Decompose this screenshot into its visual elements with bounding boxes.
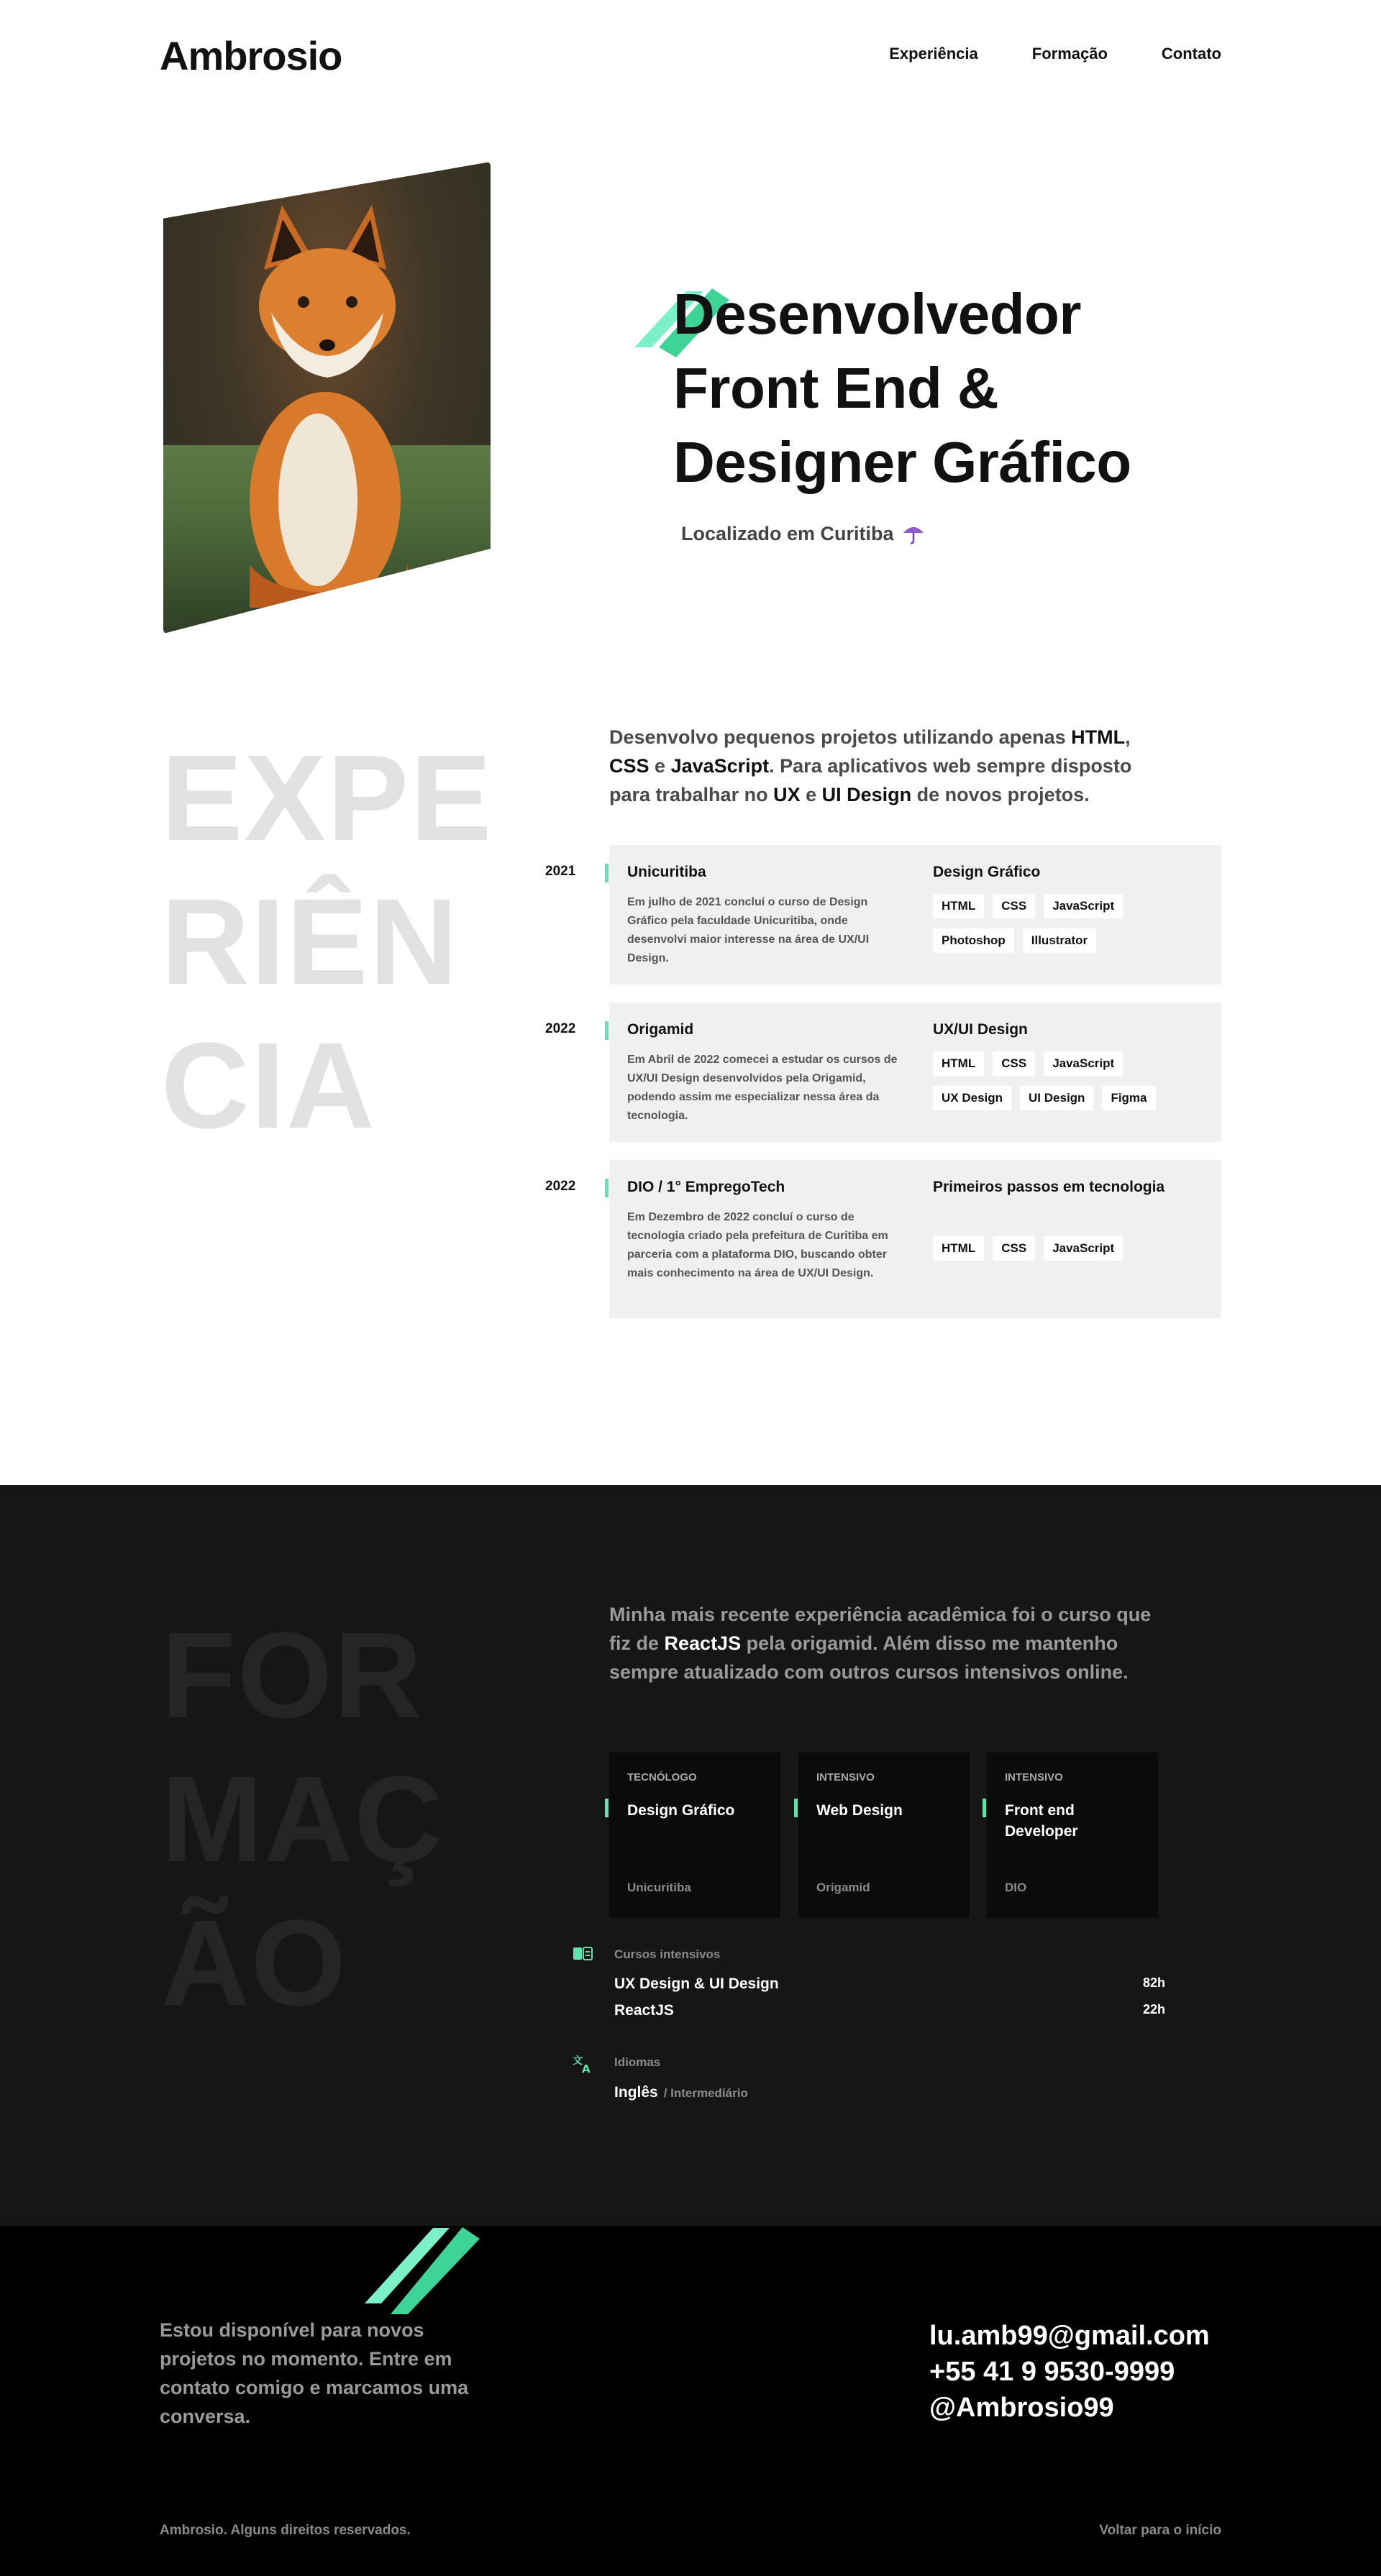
experience-item — [545, 1160, 1221, 1318]
experience-big-title-line: CIA — [161, 1018, 376, 1154]
back-to-top-link[interactable]: Voltar para o início — [1099, 2523, 1221, 2538]
tag-list — [933, 894, 1206, 953]
experience-big-title — [161, 726, 493, 1158]
tag: UX Design — [933, 1086, 1011, 1110]
contact-accent-stripes-icon — [365, 2203, 483, 2314]
contact-info — [929, 2318, 1210, 2426]
education-big-title-line: ÃO — [161, 1895, 347, 2032]
experience-title: Unicuritiba — [627, 864, 706, 880]
language-name: Inglês — [614, 2084, 658, 2101]
tag: HTML — [933, 1236, 984, 1261]
tag: HTML — [933, 894, 984, 918]
umbrella-icon — [901, 521, 926, 546]
accent-bar — [605, 1799, 609, 1817]
experience-category: Design Gráfico — [933, 864, 1041, 880]
contact-section — [0, 2226, 1381, 2576]
nav-link-formacao[interactable]: Formação — [1031, 45, 1108, 63]
accent-bar — [794, 1799, 798, 1817]
course-hours: 22h — [1142, 2002, 1165, 2017]
experience-big-title-line: EXPE — [161, 730, 493, 867]
experience-item — [545, 845, 1221, 985]
experience-description: Em julho de 2021 concluí o curso de Design Gráfico pela faculdade Unicuritiba, onde desenvolvi maior interesse na área de UX/UI Design. — [627, 896, 870, 964]
tag: Illustrator — [1023, 928, 1096, 953]
education-big-title-line: MAÇ — [161, 1751, 445, 1888]
course-name: ReactJS — [614, 2002, 674, 2019]
experience-description: Em Dezembro de 2022 concluí o curso de tecnologia criado pela prefeitura de Curitiba em parceria com a plataforma DIO, buscando obter mais conhecimento na área de UX/UI Design. — [627, 1211, 888, 1279]
education-card-institution: DIO — [1005, 1881, 1027, 1894]
hero-fox-image — [163, 162, 491, 634]
tag: UI Design — [1020, 1086, 1093, 1110]
language-level: / Intermediário — [663, 2086, 748, 2100]
tag: HTML — [933, 1051, 984, 1076]
hero-title — [673, 277, 1131, 499]
education-card-title: Front end Developer — [1005, 1802, 1078, 1840]
hero-title-line-3: Designer Gráfico — [673, 430, 1131, 494]
education-card — [609, 1753, 780, 1918]
education-card-type: TECNÓLOGO — [627, 1771, 697, 1783]
tag: CSS — [993, 1236, 1035, 1261]
accent-bar — [983, 1799, 986, 1817]
education-big-title-line: FOR — [161, 1607, 424, 1744]
contact-handle[interactable]: @Ambrosio99 — [929, 2393, 1114, 2423]
translate-icon — [572, 2053, 593, 2075]
tag: JavaScript — [1044, 1051, 1123, 1076]
location — [681, 521, 926, 546]
education-card-institution: Unicuritiba — [627, 1881, 691, 1894]
language-row — [614, 2084, 748, 2101]
experience-year: 2022 — [545, 1021, 576, 1036]
course-name: UX Design & UI Design — [614, 1976, 779, 1992]
logo[interactable]: Ambrosio — [160, 33, 342, 78]
contact-text: Estou disponível para novos projetos no momento. Entre em contato comigo e marcamos uma conversa. — [160, 2319, 469, 2427]
nav-link-experiencia[interactable]: Experiência — [889, 45, 978, 63]
experience-category: UX/UI Design — [933, 1021, 1028, 1038]
svg-text:文: 文 — [573, 2055, 583, 2067]
courses-label: Cursos intensivos — [614, 1947, 721, 1961]
contact-email[interactable]: lu.amb99@gmail.com — [929, 2321, 1210, 2351]
experience-description: Em Abril de 2022 comecei a estudar os cursos de UX/UI Design desenvolvidos pela Origamid, podendo assim me especializar nessa área da tecnologia. — [627, 1054, 898, 1122]
education-section — [0, 1485, 1381, 2226]
experience-title: DIO / 1° EmpregoTech — [627, 1179, 785, 1195]
education-card-type: INTENSIVO — [1005, 1771, 1063, 1783]
experience-section — [160, 726, 1221, 1485]
main-nav — [889, 45, 1221, 63]
experience-big-title-line: RIÊN — [161, 874, 460, 1010]
tag: JavaScript — [1044, 1236, 1123, 1261]
experience-title: Origamid — [627, 1021, 694, 1038]
tag: CSS — [993, 894, 1035, 918]
site-header — [160, 0, 1221, 108]
education-card-title: Web Design — [816, 1802, 903, 1819]
hero-title-line-2: Front End & — [673, 356, 999, 420]
experience-item — [545, 1002, 1221, 1142]
accent-bar — [605, 864, 609, 882]
accent-bar — [605, 1021, 609, 1040]
location-text: Localizado em Curitiba — [681, 522, 894, 544]
education-card-institution: Origamid — [816, 1881, 870, 1894]
tag: CSS — [993, 1051, 1035, 1076]
education-card-title: Design Gráfico — [627, 1802, 735, 1819]
nav-link-contato[interactable]: Contato — [1161, 45, 1221, 63]
experience-year: 2021 — [545, 864, 576, 879]
education-intro: Minha mais recente experiência acadêmica foi o curso que fiz de ReactJS pela origamid. Além disso me mantenho sempre atualizado com outros cursos intensivos online. — [609, 1604, 1152, 1683]
hero-title-line-1: Desenvolvedor — [673, 282, 1082, 346]
footer-copyright: Ambrosio. Alguns direitos reservados. — [160, 2523, 411, 2538]
svg-text:A: A — [582, 2063, 591, 2075]
education-big-title — [161, 1604, 444, 2035]
tag: JavaScript — [1044, 894, 1123, 918]
education-card — [987, 1753, 1158, 1918]
languages-label: Idiomas — [614, 2055, 661, 2069]
book-icon — [572, 1945, 593, 1963]
tag-list — [933, 1236, 1206, 1261]
tag: Photoshop — [933, 928, 1014, 953]
course-row — [614, 1976, 1165, 1993]
tag-list — [933, 1051, 1206, 1110]
accent-bar — [605, 1179, 609, 1197]
tag: Figma — [1102, 1086, 1155, 1110]
experience-intro: Desenvolvo pequenos projetos utilizando apenas HTML, CSS e JavaScript. Para aplicativos web sempre disposto para trabalhar no UX e UI Design de novos projetos. — [609, 726, 1132, 805]
experience-category: Primeiros passos em tecnologia — [933, 1179, 1165, 1195]
course-row — [614, 2002, 1165, 2019]
experience-year: 2022 — [545, 1179, 576, 1194]
course-hours: 82h — [1142, 1976, 1165, 1990]
hero-section — [160, 108, 1221, 726]
education-card — [798, 1753, 970, 1918]
education-card-type: INTENSIVO — [816, 1771, 875, 1783]
contact-phone[interactable]: +55 41 9 9530-9999 — [929, 2357, 1175, 2387]
